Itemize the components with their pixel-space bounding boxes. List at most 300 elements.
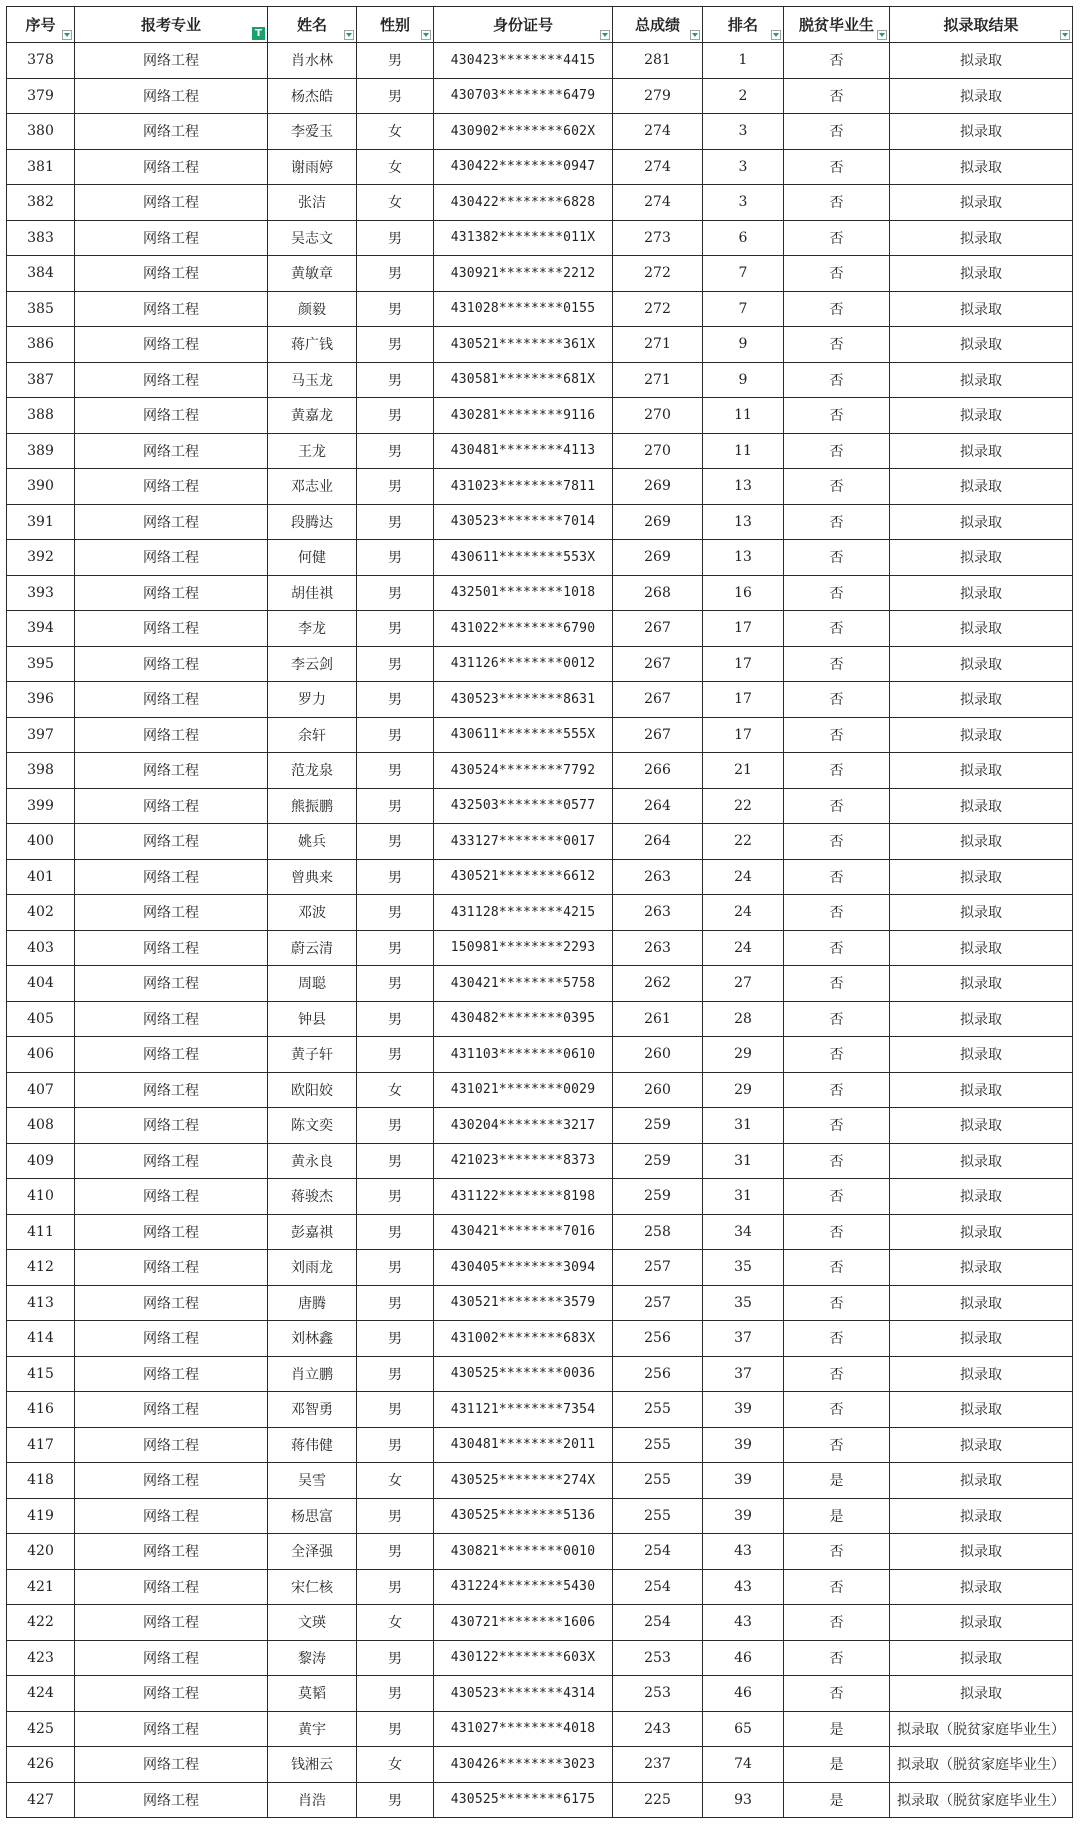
cell-score[interactable]: 272 xyxy=(613,256,703,292)
cell-name[interactable]: 蔚云清 xyxy=(268,930,357,966)
cell-poverty[interactable]: 否 xyxy=(784,1392,890,1428)
cell-id[interactable]: 430703********6479 xyxy=(434,78,613,114)
cell-score[interactable]: 259 xyxy=(613,1179,703,1215)
cell-rank[interactable]: 21 xyxy=(703,753,784,789)
cell-id[interactable]: 430122********603X xyxy=(434,1640,613,1676)
cell-gender[interactable]: 女 xyxy=(357,1072,434,1108)
cell-gender[interactable]: 男 xyxy=(357,540,434,576)
cell-major[interactable]: 网络工程 xyxy=(75,1747,268,1783)
cell-name[interactable]: 罗力 xyxy=(268,682,357,718)
cell-major[interactable]: 网络工程 xyxy=(75,1463,268,1499)
cell-gender[interactable]: 男 xyxy=(357,1782,434,1818)
filter-dropdown-icon[interactable] xyxy=(1060,30,1070,40)
cell-name[interactable]: 王龙 xyxy=(268,433,357,469)
cell-id[interactable]: 431224********5430 xyxy=(434,1569,613,1605)
filter-dropdown-icon[interactable] xyxy=(344,30,354,40)
cell-score[interactable]: 257 xyxy=(613,1285,703,1321)
cell-poverty[interactable]: 否 xyxy=(784,1605,890,1641)
cell-result[interactable]: 拟录取 xyxy=(890,1463,1073,1499)
cell-result[interactable]: 拟录取 xyxy=(890,220,1073,256)
cell-result[interactable]: 拟录取 xyxy=(890,1640,1073,1676)
cell-name[interactable]: 钟县 xyxy=(268,1001,357,1037)
cell-seq[interactable]: 423 xyxy=(7,1640,75,1676)
cell-poverty[interactable]: 否 xyxy=(784,1214,890,1250)
cell-major[interactable]: 网络工程 xyxy=(75,78,268,114)
filter-dropdown-icon[interactable] xyxy=(62,30,72,40)
cell-major[interactable]: 网络工程 xyxy=(75,682,268,718)
cell-major[interactable]: 网络工程 xyxy=(75,1214,268,1250)
cell-rank[interactable]: 17 xyxy=(703,611,784,647)
cell-seq[interactable]: 402 xyxy=(7,895,75,931)
cell-gender[interactable]: 男 xyxy=(357,362,434,398)
cell-id[interactable]: 430581********681X xyxy=(434,362,613,398)
cell-major[interactable]: 网络工程 xyxy=(75,504,268,540)
cell-name[interactable]: 张洁 xyxy=(268,185,357,221)
cell-name[interactable]: 李云剑 xyxy=(268,646,357,682)
cell-rank[interactable]: 17 xyxy=(703,646,784,682)
cell-poverty[interactable]: 否 xyxy=(784,611,890,647)
cell-score[interactable]: 253 xyxy=(613,1640,703,1676)
cell-seq[interactable]: 424 xyxy=(7,1676,75,1712)
cell-rank[interactable]: 17 xyxy=(703,682,784,718)
cell-gender[interactable]: 男 xyxy=(357,291,434,327)
cell-rank[interactable]: 37 xyxy=(703,1321,784,1357)
cell-result[interactable]: 拟录取 xyxy=(890,1392,1073,1428)
cell-rank[interactable]: 2 xyxy=(703,78,784,114)
cell-gender[interactable]: 男 xyxy=(357,504,434,540)
cell-score[interactable]: 255 xyxy=(613,1498,703,1534)
cell-score[interactable]: 279 xyxy=(613,78,703,114)
cell-gender[interactable]: 男 xyxy=(357,611,434,647)
cell-result[interactable]: 拟录取 xyxy=(890,1676,1073,1712)
cell-poverty[interactable]: 否 xyxy=(784,1001,890,1037)
cell-rank[interactable]: 35 xyxy=(703,1250,784,1286)
cell-gender[interactable]: 男 xyxy=(357,327,434,363)
cell-id[interactable]: 430281********9116 xyxy=(434,398,613,434)
cell-poverty[interactable]: 否 xyxy=(784,717,890,753)
cell-gender[interactable]: 男 xyxy=(357,930,434,966)
cell-seq[interactable]: 379 xyxy=(7,78,75,114)
cell-major[interactable]: 网络工程 xyxy=(75,1569,268,1605)
cell-id[interactable]: 430902********602X xyxy=(434,114,613,150)
cell-gender[interactable]: 男 xyxy=(357,1356,434,1392)
cell-id[interactable]: 431103********0610 xyxy=(434,1037,613,1073)
cell-id[interactable]: 430611********553X xyxy=(434,540,613,576)
cell-seq[interactable]: 396 xyxy=(7,682,75,718)
cell-gender[interactable]: 男 xyxy=(357,1427,434,1463)
cell-score[interactable]: 263 xyxy=(613,930,703,966)
cell-result[interactable]: 拟录取 xyxy=(890,149,1073,185)
cell-name[interactable]: 范龙泉 xyxy=(268,753,357,789)
cell-id[interactable]: 432501********1018 xyxy=(434,575,613,611)
cell-rank[interactable]: 39 xyxy=(703,1427,784,1463)
cell-major[interactable]: 网络工程 xyxy=(75,1427,268,1463)
cell-seq[interactable]: 419 xyxy=(7,1498,75,1534)
cell-poverty[interactable]: 否 xyxy=(784,433,890,469)
cell-rank[interactable]: 46 xyxy=(703,1676,784,1712)
cell-result[interactable]: 拟录取 xyxy=(890,1605,1073,1641)
cell-gender[interactable]: 男 xyxy=(357,220,434,256)
cell-seq[interactable]: 416 xyxy=(7,1392,75,1428)
cell-seq[interactable]: 398 xyxy=(7,753,75,789)
cell-gender[interactable]: 女 xyxy=(357,1747,434,1783)
cell-result[interactable]: 拟录取 xyxy=(890,1250,1073,1286)
cell-major[interactable]: 网络工程 xyxy=(75,1250,268,1286)
cell-result[interactable]: 拟录取 xyxy=(890,362,1073,398)
cell-id[interactable]: 430821********0010 xyxy=(434,1534,613,1570)
cell-result[interactable]: 拟录取 xyxy=(890,1569,1073,1605)
cell-seq[interactable]: 392 xyxy=(7,540,75,576)
cell-rank[interactable]: 43 xyxy=(703,1534,784,1570)
cell-name[interactable]: 黄敏章 xyxy=(268,256,357,292)
cell-result[interactable]: 拟录取 xyxy=(890,682,1073,718)
cell-gender[interactable]: 男 xyxy=(357,1037,434,1073)
cell-poverty[interactable]: 否 xyxy=(784,1285,890,1321)
cell-rank[interactable]: 11 xyxy=(703,433,784,469)
cell-result[interactable]: 拟录取 xyxy=(890,114,1073,150)
cell-rank[interactable]: 22 xyxy=(703,824,784,860)
cell-result[interactable]: 拟录取 xyxy=(890,895,1073,931)
cell-gender[interactable]: 男 xyxy=(357,43,434,79)
cell-poverty[interactable]: 否 xyxy=(784,682,890,718)
cell-id[interactable]: 430422********6828 xyxy=(434,185,613,221)
cell-name[interactable]: 马玉龙 xyxy=(268,362,357,398)
cell-name[interactable]: 何健 xyxy=(268,540,357,576)
cell-score[interactable]: 243 xyxy=(613,1711,703,1747)
cell-name[interactable]: 文瑛 xyxy=(268,1605,357,1641)
cell-rank[interactable]: 7 xyxy=(703,256,784,292)
cell-name[interactable]: 欧阳姣 xyxy=(268,1072,357,1108)
cell-result[interactable]: 拟录取 xyxy=(890,930,1073,966)
cell-gender[interactable]: 女 xyxy=(357,1463,434,1499)
cell-result[interactable]: 拟录取 xyxy=(890,469,1073,505)
cell-rank[interactable]: 74 xyxy=(703,1747,784,1783)
cell-score[interactable]: 266 xyxy=(613,753,703,789)
cell-score[interactable]: 254 xyxy=(613,1534,703,1570)
cell-rank[interactable]: 31 xyxy=(703,1179,784,1215)
cell-rank[interactable]: 28 xyxy=(703,1001,784,1037)
cell-seq[interactable]: 415 xyxy=(7,1356,75,1392)
cell-poverty[interactable]: 否 xyxy=(784,362,890,398)
filter-dropdown-icon[interactable] xyxy=(690,30,700,40)
cell-poverty[interactable]: 否 xyxy=(784,895,890,931)
cell-score[interactable]: 255 xyxy=(613,1463,703,1499)
cell-id[interactable]: 431121********7354 xyxy=(434,1392,613,1428)
cell-result[interactable]: 拟录取 xyxy=(890,291,1073,327)
cell-name[interactable]: 黎涛 xyxy=(268,1640,357,1676)
cell-poverty[interactable]: 否 xyxy=(784,504,890,540)
cell-id[interactable]: 430421********7016 xyxy=(434,1214,613,1250)
cell-seq[interactable]: 383 xyxy=(7,220,75,256)
cell-seq[interactable]: 409 xyxy=(7,1143,75,1179)
cell-seq[interactable]: 399 xyxy=(7,788,75,824)
cell-result[interactable]: 拟录取 xyxy=(890,185,1073,221)
cell-gender[interactable]: 女 xyxy=(357,149,434,185)
cell-poverty[interactable]: 否 xyxy=(784,1356,890,1392)
cell-id[interactable]: 430611********555X xyxy=(434,717,613,753)
cell-major[interactable]: 网络工程 xyxy=(75,398,268,434)
cell-score[interactable]: 256 xyxy=(613,1321,703,1357)
cell-major[interactable]: 网络工程 xyxy=(75,930,268,966)
cell-name[interactable]: 蒋骏杰 xyxy=(268,1179,357,1215)
cell-major[interactable]: 网络工程 xyxy=(75,291,268,327)
cell-id[interactable]: 430481********2011 xyxy=(434,1427,613,1463)
cell-id[interactable]: 430523********8631 xyxy=(434,682,613,718)
cell-name[interactable]: 宋仁核 xyxy=(268,1569,357,1605)
cell-poverty[interactable]: 是 xyxy=(784,1782,890,1818)
cell-rank[interactable]: 24 xyxy=(703,895,784,931)
cell-rank[interactable]: 39 xyxy=(703,1463,784,1499)
cell-id[interactable]: 430426********3023 xyxy=(434,1747,613,1783)
cell-major[interactable]: 网络工程 xyxy=(75,611,268,647)
cell-result[interactable]: 拟录取 xyxy=(890,256,1073,292)
cell-result[interactable]: 拟录取 xyxy=(890,1285,1073,1321)
cell-major[interactable]: 网络工程 xyxy=(75,788,268,824)
cell-id[interactable]: 430523********4314 xyxy=(434,1676,613,1712)
cell-seq[interactable]: 384 xyxy=(7,256,75,292)
cell-result[interactable]: 拟录取 xyxy=(890,1037,1073,1073)
cell-seq[interactable]: 420 xyxy=(7,1534,75,1570)
cell-rank[interactable]: 11 xyxy=(703,398,784,434)
cell-seq[interactable]: 395 xyxy=(7,646,75,682)
cell-score[interactable]: 270 xyxy=(613,398,703,434)
cell-poverty[interactable]: 否 xyxy=(784,1179,890,1215)
cell-gender[interactable]: 男 xyxy=(357,1498,434,1534)
cell-gender[interactable]: 男 xyxy=(357,1321,434,1357)
cell-seq[interactable]: 380 xyxy=(7,114,75,150)
cell-score[interactable]: 274 xyxy=(613,114,703,150)
cell-major[interactable]: 网络工程 xyxy=(75,717,268,753)
cell-name[interactable]: 邓波 xyxy=(268,895,357,931)
cell-major[interactable]: 网络工程 xyxy=(75,1143,268,1179)
cell-gender[interactable]: 男 xyxy=(357,1108,434,1144)
cell-rank[interactable]: 24 xyxy=(703,930,784,966)
cell-score[interactable]: 263 xyxy=(613,859,703,895)
cell-poverty[interactable]: 否 xyxy=(784,930,890,966)
cell-name[interactable]: 吴雪 xyxy=(268,1463,357,1499)
cell-seq[interactable]: 426 xyxy=(7,1747,75,1783)
cell-poverty[interactable]: 否 xyxy=(784,398,890,434)
cell-seq[interactable]: 412 xyxy=(7,1250,75,1286)
cell-major[interactable]: 网络工程 xyxy=(75,824,268,860)
cell-seq[interactable]: 427 xyxy=(7,1782,75,1818)
cell-result[interactable]: 拟录取 xyxy=(890,1143,1073,1179)
cell-seq[interactable]: 391 xyxy=(7,504,75,540)
cell-score[interactable]: 253 xyxy=(613,1676,703,1712)
cell-result[interactable]: 拟录取 xyxy=(890,1534,1073,1570)
cell-score[interactable]: 259 xyxy=(613,1108,703,1144)
cell-name[interactable]: 邓智勇 xyxy=(268,1392,357,1428)
cell-rank[interactable]: 31 xyxy=(703,1108,784,1144)
cell-result[interactable]: 拟录取 xyxy=(890,327,1073,363)
cell-rank[interactable]: 93 xyxy=(703,1782,784,1818)
cell-gender[interactable]: 女 xyxy=(357,185,434,221)
cell-name[interactable]: 黄宇 xyxy=(268,1711,357,1747)
cell-result[interactable]: 拟录取 xyxy=(890,824,1073,860)
cell-name[interactable]: 刘林鑫 xyxy=(268,1321,357,1357)
cell-score[interactable]: 260 xyxy=(613,1037,703,1073)
cell-major[interactable]: 网络工程 xyxy=(75,185,268,221)
cell-score[interactable]: 269 xyxy=(613,469,703,505)
cell-id[interactable]: 430721********1606 xyxy=(434,1605,613,1641)
cell-rank[interactable]: 13 xyxy=(703,540,784,576)
cell-result[interactable]: 拟录取 xyxy=(890,398,1073,434)
cell-gender[interactable]: 男 xyxy=(357,682,434,718)
cell-major[interactable]: 网络工程 xyxy=(75,575,268,611)
cell-rank[interactable]: 3 xyxy=(703,185,784,221)
cell-rank[interactable]: 43 xyxy=(703,1569,784,1605)
cell-result[interactable]: 拟录取 xyxy=(890,43,1073,79)
cell-score[interactable]: 262 xyxy=(613,966,703,1002)
cell-seq[interactable]: 405 xyxy=(7,1001,75,1037)
cell-score[interactable]: 254 xyxy=(613,1569,703,1605)
cell-seq[interactable]: 410 xyxy=(7,1179,75,1215)
cell-seq[interactable]: 422 xyxy=(7,1605,75,1641)
cell-id[interactable]: 430405********3094 xyxy=(434,1250,613,1286)
cell-major[interactable]: 网络工程 xyxy=(75,1001,268,1037)
cell-id[interactable]: 430525********274X xyxy=(434,1463,613,1499)
cell-score[interactable]: 274 xyxy=(613,185,703,221)
cell-seq[interactable]: 385 xyxy=(7,291,75,327)
cell-name[interactable]: 姚兵 xyxy=(268,824,357,860)
cell-score[interactable]: 259 xyxy=(613,1143,703,1179)
filter-dropdown-icon[interactable] xyxy=(877,30,887,40)
cell-poverty[interactable]: 否 xyxy=(784,43,890,79)
filter-dropdown-icon[interactable] xyxy=(771,30,781,40)
cell-name[interactable]: 黄永良 xyxy=(268,1143,357,1179)
cell-gender[interactable]: 男 xyxy=(357,1711,434,1747)
cell-gender[interactable]: 男 xyxy=(357,1285,434,1321)
cell-name[interactable]: 肖浩 xyxy=(268,1782,357,1818)
cell-major[interactable]: 网络工程 xyxy=(75,469,268,505)
cell-gender[interactable]: 女 xyxy=(357,114,434,150)
cell-major[interactable]: 网络工程 xyxy=(75,1108,268,1144)
cell-poverty[interactable]: 否 xyxy=(784,1534,890,1570)
cell-seq[interactable]: 378 xyxy=(7,43,75,79)
cell-rank[interactable]: 13 xyxy=(703,469,784,505)
cell-id[interactable]: 431022********6790 xyxy=(434,611,613,647)
cell-poverty[interactable]: 否 xyxy=(784,256,890,292)
cell-score[interactable]: 281 xyxy=(613,43,703,79)
cell-score[interactable]: 267 xyxy=(613,646,703,682)
cell-name[interactable]: 莫韬 xyxy=(268,1676,357,1712)
cell-poverty[interactable]: 是 xyxy=(784,1463,890,1499)
cell-id[interactable]: 431126********0012 xyxy=(434,646,613,682)
cell-name[interactable]: 杨思富 xyxy=(268,1498,357,1534)
cell-rank[interactable]: 43 xyxy=(703,1605,784,1641)
cell-name[interactable]: 刘雨龙 xyxy=(268,1250,357,1286)
cell-seq[interactable]: 413 xyxy=(7,1285,75,1321)
cell-major[interactable]: 网络工程 xyxy=(75,859,268,895)
cell-seq[interactable]: 414 xyxy=(7,1321,75,1357)
cell-result[interactable]: 拟录取（脱贫家庭毕业生） xyxy=(890,1711,1073,1747)
cell-major[interactable]: 网络工程 xyxy=(75,362,268,398)
cell-gender[interactable]: 男 xyxy=(357,646,434,682)
cell-id[interactable]: 430521********361X xyxy=(434,327,613,363)
cell-score[interactable]: 274 xyxy=(613,149,703,185)
cell-poverty[interactable]: 否 xyxy=(784,114,890,150)
cell-major[interactable]: 网络工程 xyxy=(75,1392,268,1428)
cell-name[interactable]: 肖水林 xyxy=(268,43,357,79)
cell-result[interactable]: 拟录取 xyxy=(890,788,1073,824)
cell-score[interactable]: 270 xyxy=(613,433,703,469)
cell-score[interactable]: 268 xyxy=(613,575,703,611)
cell-rank[interactable]: 29 xyxy=(703,1072,784,1108)
cell-major[interactable]: 网络工程 xyxy=(75,1534,268,1570)
cell-id[interactable]: 431021********0029 xyxy=(434,1072,613,1108)
cell-gender[interactable]: 男 xyxy=(357,1569,434,1605)
cell-rank[interactable]: 34 xyxy=(703,1214,784,1250)
cell-score[interactable]: 256 xyxy=(613,1356,703,1392)
cell-id[interactable]: 430482********0395 xyxy=(434,1001,613,1037)
cell-poverty[interactable]: 否 xyxy=(784,291,890,327)
cell-score[interactable]: 267 xyxy=(613,611,703,647)
cell-major[interactable]: 网络工程 xyxy=(75,1321,268,1357)
cell-major[interactable]: 网络工程 xyxy=(75,1605,268,1641)
cell-id[interactable]: 431027********4018 xyxy=(434,1711,613,1747)
cell-result[interactable]: 拟录取 xyxy=(890,433,1073,469)
cell-poverty[interactable]: 否 xyxy=(784,1250,890,1286)
cell-score[interactable]: 273 xyxy=(613,220,703,256)
cell-seq[interactable]: 394 xyxy=(7,611,75,647)
cell-major[interactable]: 网络工程 xyxy=(75,966,268,1002)
cell-major[interactable]: 网络工程 xyxy=(75,220,268,256)
cell-score[interactable]: 264 xyxy=(613,824,703,860)
cell-seq[interactable]: 388 xyxy=(7,398,75,434)
cell-rank[interactable]: 37 xyxy=(703,1356,784,1392)
cell-result[interactable]: 拟录取 xyxy=(890,717,1073,753)
cell-poverty[interactable]: 是 xyxy=(784,1711,890,1747)
cell-poverty[interactable]: 否 xyxy=(784,149,890,185)
cell-poverty[interactable]: 否 xyxy=(784,1569,890,1605)
cell-score[interactable]: 264 xyxy=(613,788,703,824)
cell-gender[interactable]: 男 xyxy=(357,469,434,505)
cell-name[interactable]: 段腾达 xyxy=(268,504,357,540)
cell-score[interactable]: 257 xyxy=(613,1250,703,1286)
cell-name[interactable]: 杨杰皓 xyxy=(268,78,357,114)
filter-dropdown-icon[interactable] xyxy=(421,30,431,40)
cell-result[interactable]: 拟录取 xyxy=(890,966,1073,1002)
cell-major[interactable]: 网络工程 xyxy=(75,114,268,150)
cell-score[interactable]: 255 xyxy=(613,1392,703,1428)
cell-poverty[interactable]: 否 xyxy=(784,788,890,824)
cell-poverty[interactable]: 否 xyxy=(784,859,890,895)
cell-rank[interactable]: 6 xyxy=(703,220,784,256)
cell-id[interactable]: 430521********3579 xyxy=(434,1285,613,1321)
cell-poverty[interactable]: 否 xyxy=(784,966,890,1002)
cell-poverty[interactable]: 否 xyxy=(784,220,890,256)
cell-gender[interactable]: 男 xyxy=(357,859,434,895)
cell-rank[interactable]: 3 xyxy=(703,149,784,185)
cell-gender[interactable]: 男 xyxy=(357,824,434,860)
cell-poverty[interactable]: 是 xyxy=(784,1498,890,1534)
cell-seq[interactable]: 408 xyxy=(7,1108,75,1144)
cell-seq[interactable]: 407 xyxy=(7,1072,75,1108)
cell-gender[interactable]: 女 xyxy=(357,1605,434,1641)
cell-poverty[interactable]: 是 xyxy=(784,1747,890,1783)
cell-gender[interactable]: 男 xyxy=(357,1640,434,1676)
cell-major[interactable]: 网络工程 xyxy=(75,1640,268,1676)
cell-gender[interactable]: 男 xyxy=(357,1179,434,1215)
cell-major[interactable]: 网络工程 xyxy=(75,327,268,363)
cell-id[interactable]: 421023********8373 xyxy=(434,1143,613,1179)
cell-seq[interactable]: 406 xyxy=(7,1037,75,1073)
cell-rank[interactable]: 46 xyxy=(703,1640,784,1676)
cell-score[interactable]: 263 xyxy=(613,895,703,931)
cell-score[interactable]: 272 xyxy=(613,291,703,327)
cell-rank[interactable]: 13 xyxy=(703,504,784,540)
cell-gender[interactable]: 男 xyxy=(357,256,434,292)
